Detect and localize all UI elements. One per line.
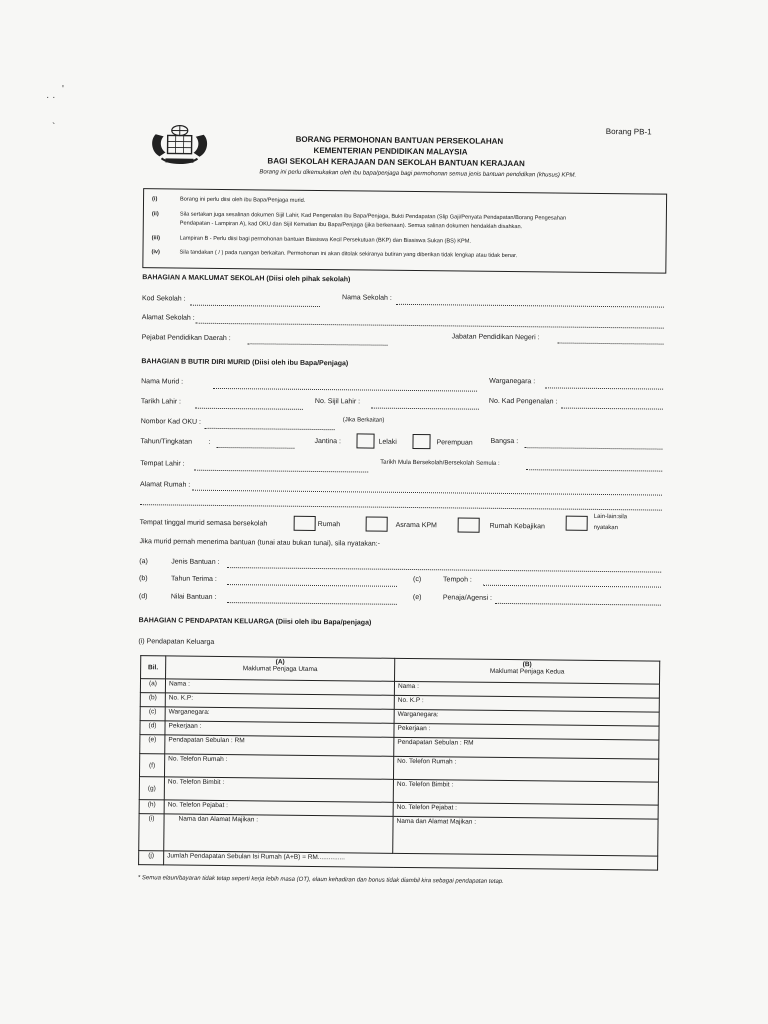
jika-berkaitan-label: (Jika Berkaitan) [342,417,385,424]
table-row: (a) Nama : Nama : [140,679,659,698]
malaysia-coat-of-arms-icon [147,122,211,167]
pekerjaan-kedua-cell[interactable]: Pekerjaan : [394,723,659,740]
tarikh-mula-label: Tarikh Mula Bersekolah/Bersekolah Semula : [380,459,500,467]
kp-kedua-cell[interactable]: No. K.P : [394,695,659,712]
pendapatan-utama-cell[interactable]: Pendapatan Sebulan : RM [165,735,394,756]
form-code: Borang PB-1 [605,127,652,137]
tempoh-label: Tempoh : [443,576,472,584]
tarikh-lahir-field[interactable] [195,408,303,410]
lain-lain-label: Lain-lain:sila [593,513,628,521]
lelaki-checkbox[interactable] [356,433,374,448]
item-a-label: (a) [139,558,148,566]
nama-murid-label: Nama Murid : [141,378,184,386]
item-e-label: (e) [412,594,422,602]
alamat-rumah-field-line-2[interactable] [140,504,662,510]
tahun-tingkatan-label: Tahun/Tingkatan [140,438,193,446]
pendapatan-kedua-cell[interactable]: Pendapatan Sebulan : RM [394,737,659,759]
telefon-rumah-kedua-cell[interactable]: No. Telefon Rumah : [393,756,658,782]
item-d-label: (d) [138,593,148,601]
table-row: (i) Nama dan Alamat Majikan : Nama dan Alamat Majikan : [139,814,658,856]
pejabat-daerah-field[interactable] [248,343,388,345]
tarikh-mula-field[interactable] [526,469,662,471]
form-subtitle: Borang ini perlu dikemukakan oleh ibu bapa/penjaga bagi permohonan semua jenis bantuan pendidikan (khusus) KPM. [259,169,577,179]
kad-pengenalan-label: No. Kad Pengenalan : [488,397,558,406]
jabatan-negeri-field[interactable] [558,343,664,345]
tempat-lahir-label: Tempat Lahir : [140,460,185,468]
nama-murid-field[interactable] [213,388,477,392]
warganegara-field[interactable] [545,387,663,389]
lain-lain-label-line-2: nyatakan [593,524,619,532]
sijil-lahir-label: No. Sijil Lahir : [314,397,361,406]
jumlah-pendapatan-cell[interactable]: Jumlah Pendapatan Sebulan Isi Rumah (A+B) = RM............... [164,851,658,870]
table-row: (h) No. Telefon Pejabat : No. Telefon Pejabat : [139,800,658,819]
col-penjaga-kedua: (B) Maklumat Penjaga Kedua [395,658,660,684]
table-row: (g) No. Telefon Bimbit : No. Telefon Bimbit : [139,777,658,805]
asrama-checkbox[interactable] [366,517,388,532]
kod-sekolah-field[interactable] [190,305,320,307]
warganegara-utama-cell[interactable]: Warganegara: [165,707,394,723]
instructions-box: (i) Borang ini perlu diisi oleh ibu Bapa/Penjaga murid. (ii) Sila sertakan juga sesalinan dokumen Sijil Lahir, Kad Pengenalan ibu Bapa/Penjaga, Bukti Pendapatan (Slip Gaji/Penyata Pendapatan/Borang Pengesahan Pendapatan - Lampiran A), kad OKU dan Sijil Kematian ibu Bapa/Penjaga (jika berkenaan). Semua salinan dokumen hendaklah disahkan. (iii) Lampiran B - Perlu diisi bagi permohonan bantuan Biasiswa Kecil Persekutuan (BKP) dan Biasiswa Sukan (BS) KPM. (iv) Sila tandakan ( / ) pada ruangan berkaitan. Permohonan ini akan ditolak sekiranya butiran yang diberikan tidak lengkap atau tidak benar. [142,188,667,273]
rumah-kebajikan-label: Rumah Kebajikan [489,522,545,531]
nama-kedua-cell[interactable]: Nama : [394,681,659,698]
bangsa-field[interactable] [524,447,662,449]
tahun-tingkatan-field[interactable] [216,447,294,449]
jenis-bantuan-label: Jenis Bantuan : [171,558,220,566]
penaja-field[interactable] [495,603,661,606]
telefon-pejabat-utama-cell[interactable]: No. Telefon Pejabat : [164,800,393,816]
kp-utama-cell[interactable]: No. K.P: [165,693,394,709]
tahun-terima-field[interactable] [227,584,397,587]
form-title-line-2: KEMENTERIAN PENDIDIKAN MALAYSIA [313,145,468,157]
nombor-oku-label: Nombor Kad OKU : [140,418,202,426]
nilai-bantuan-field[interactable] [227,602,397,605]
lain-lain-checkbox[interactable] [566,516,588,531]
telefon-rumah-utama-cell[interactable]: No. Telefon Rumah : [164,754,393,779]
tahun-terima-label: Tahun Terima : [171,575,217,583]
telefon-bimbit-utama-cell[interactable]: No. Telefon Bimbit : [164,777,393,802]
alamat-sekolah-field[interactable] [196,323,664,329]
tempat-lahir-field[interactable] [194,470,368,473]
form-title-line-3: BAGI SEKOLAH KERAJAAN DAN SEKOLAH BANTUAN KERAJAAN [267,156,525,169]
asrama-label: Asrama KPM [395,521,437,530]
perempuan-label: Perempuan [436,439,473,447]
pekerjaan-utama-cell[interactable]: Pekerjaan : [165,721,394,737]
pendapatan-keluarga-label: (i) Pendapatan Keluarga [138,638,215,646]
alamat-rumah-label: Alamat Rumah : [140,481,191,489]
section-b-heading: BAHAGIAN B BUTIR DIRI MURID (Diisi oleh ibu Bapa/Penjaga) [141,358,349,368]
table-row: (c) Warganegara: Warganegara: [140,707,659,726]
tempoh-field[interactable] [483,585,661,588]
pejabat-daerah-label: Pejabat Pendidikan Daerah : [141,334,231,343]
rumah-kebajikan-checkbox[interactable] [458,517,480,532]
kod-sekolah-label: Kod Sekolah : [141,295,186,303]
item-c-label: (c) [413,576,422,584]
kad-pengenalan-field[interactable] [561,408,663,410]
rumah-label: Rumah [317,521,341,529]
nombor-oku-field[interactable] [205,428,335,430]
alamat-rumah-field[interactable] [192,490,662,496]
income-table [138,655,660,870]
nama-sekolah-field[interactable] [396,304,664,308]
table-row: (b) No. K.P: No. K.P : [140,693,659,712]
col-penjaga-utama: (A) Maklumat Penjaga Utama [166,656,395,681]
tempat-tinggal-label: Tempat tinggal murid semasa bersekolah [139,519,268,528]
majikan-kedua-cell[interactable]: Nama dan Alamat Majikan : [393,816,658,856]
income-footnote: * Semua elaun/bayaran tidak tetap seperti kerja lebih masa (OT), elaun kehadiran dan bonus tidak diambil kira sebagai pendapatan tetap. [137,875,504,885]
section-a-heading: BAHAGIAN A MAKLUMAT SEKOLAH (Diisi oleh pihak sekolah) [142,274,351,284]
jantina-label: Jantina : [314,437,342,446]
table-row: (e) Pendapatan Sebulan : RM Pendapatan Sebulan : RM [140,735,659,759]
rumah-checkbox[interactable] [294,516,316,531]
tahun-tingkatan-colon: : [208,438,211,446]
nilai-bantuan-label: Nilai Bantuan : [170,593,217,601]
warganegara-kedua-cell[interactable]: Warganegara: [394,709,659,726]
item-b-label: (b) [139,575,148,583]
bangsa-label: Bangsa : [490,437,519,446]
sijil-lahir-field[interactable] [371,408,479,410]
jabatan-negeri-label: Jabatan Pendidikan Negeri : [451,333,540,342]
jenis-bantuan-field[interactable] [227,567,661,573]
section-c-heading: BAHAGIAN C PENDAPATAN KELUARGA (Diisi oleh ibu Bapa/penjaga) [138,617,372,627]
telefon-bimbit-kedua-cell[interactable]: No. Telefon Bimbit : [393,779,658,805]
lelaki-label: Lelaki [378,438,397,446]
warganegara-label: Warganegara : [489,377,536,386]
table-total-row: (j) Jumlah Pendapatan Sebulan Isi Rumah (A+B) = RM............... [139,851,658,870]
bantuan-question: Jika murid pernah menerima bantuan (tunai atau bukan tunai), sila nyatakan:- [139,538,380,548]
majikan-utama-cell[interactable]: Nama dan Alamat Majikan : [164,814,393,853]
table-row: (d) Pekerjaan : Pekerjaan : [140,721,659,740]
alamat-sekolah-label: Alamat Sekolah : [141,314,195,322]
penaja-label: Penaja/Agensi : [442,594,492,602]
perempuan-checkbox[interactable] [412,434,430,449]
form-title-line-1: BORANG PERMOHONAN BANTUAN PERSEKOLAHAN [295,134,504,146]
col-bil: Bil. [141,656,166,679]
table-row: (f) No. Telefon Rumah : No. Telefon Rumah : [139,754,658,782]
nama-utama-cell[interactable]: Nama : [165,679,394,695]
telefon-pejabat-kedua-cell[interactable]: No. Telefon Pejabat : [393,802,658,819]
tarikh-lahir-label: Tarikh Lahir : [140,398,182,406]
form-page [120,108,676,904]
nama-sekolah-label: Nama Sekolah : [341,294,392,302]
